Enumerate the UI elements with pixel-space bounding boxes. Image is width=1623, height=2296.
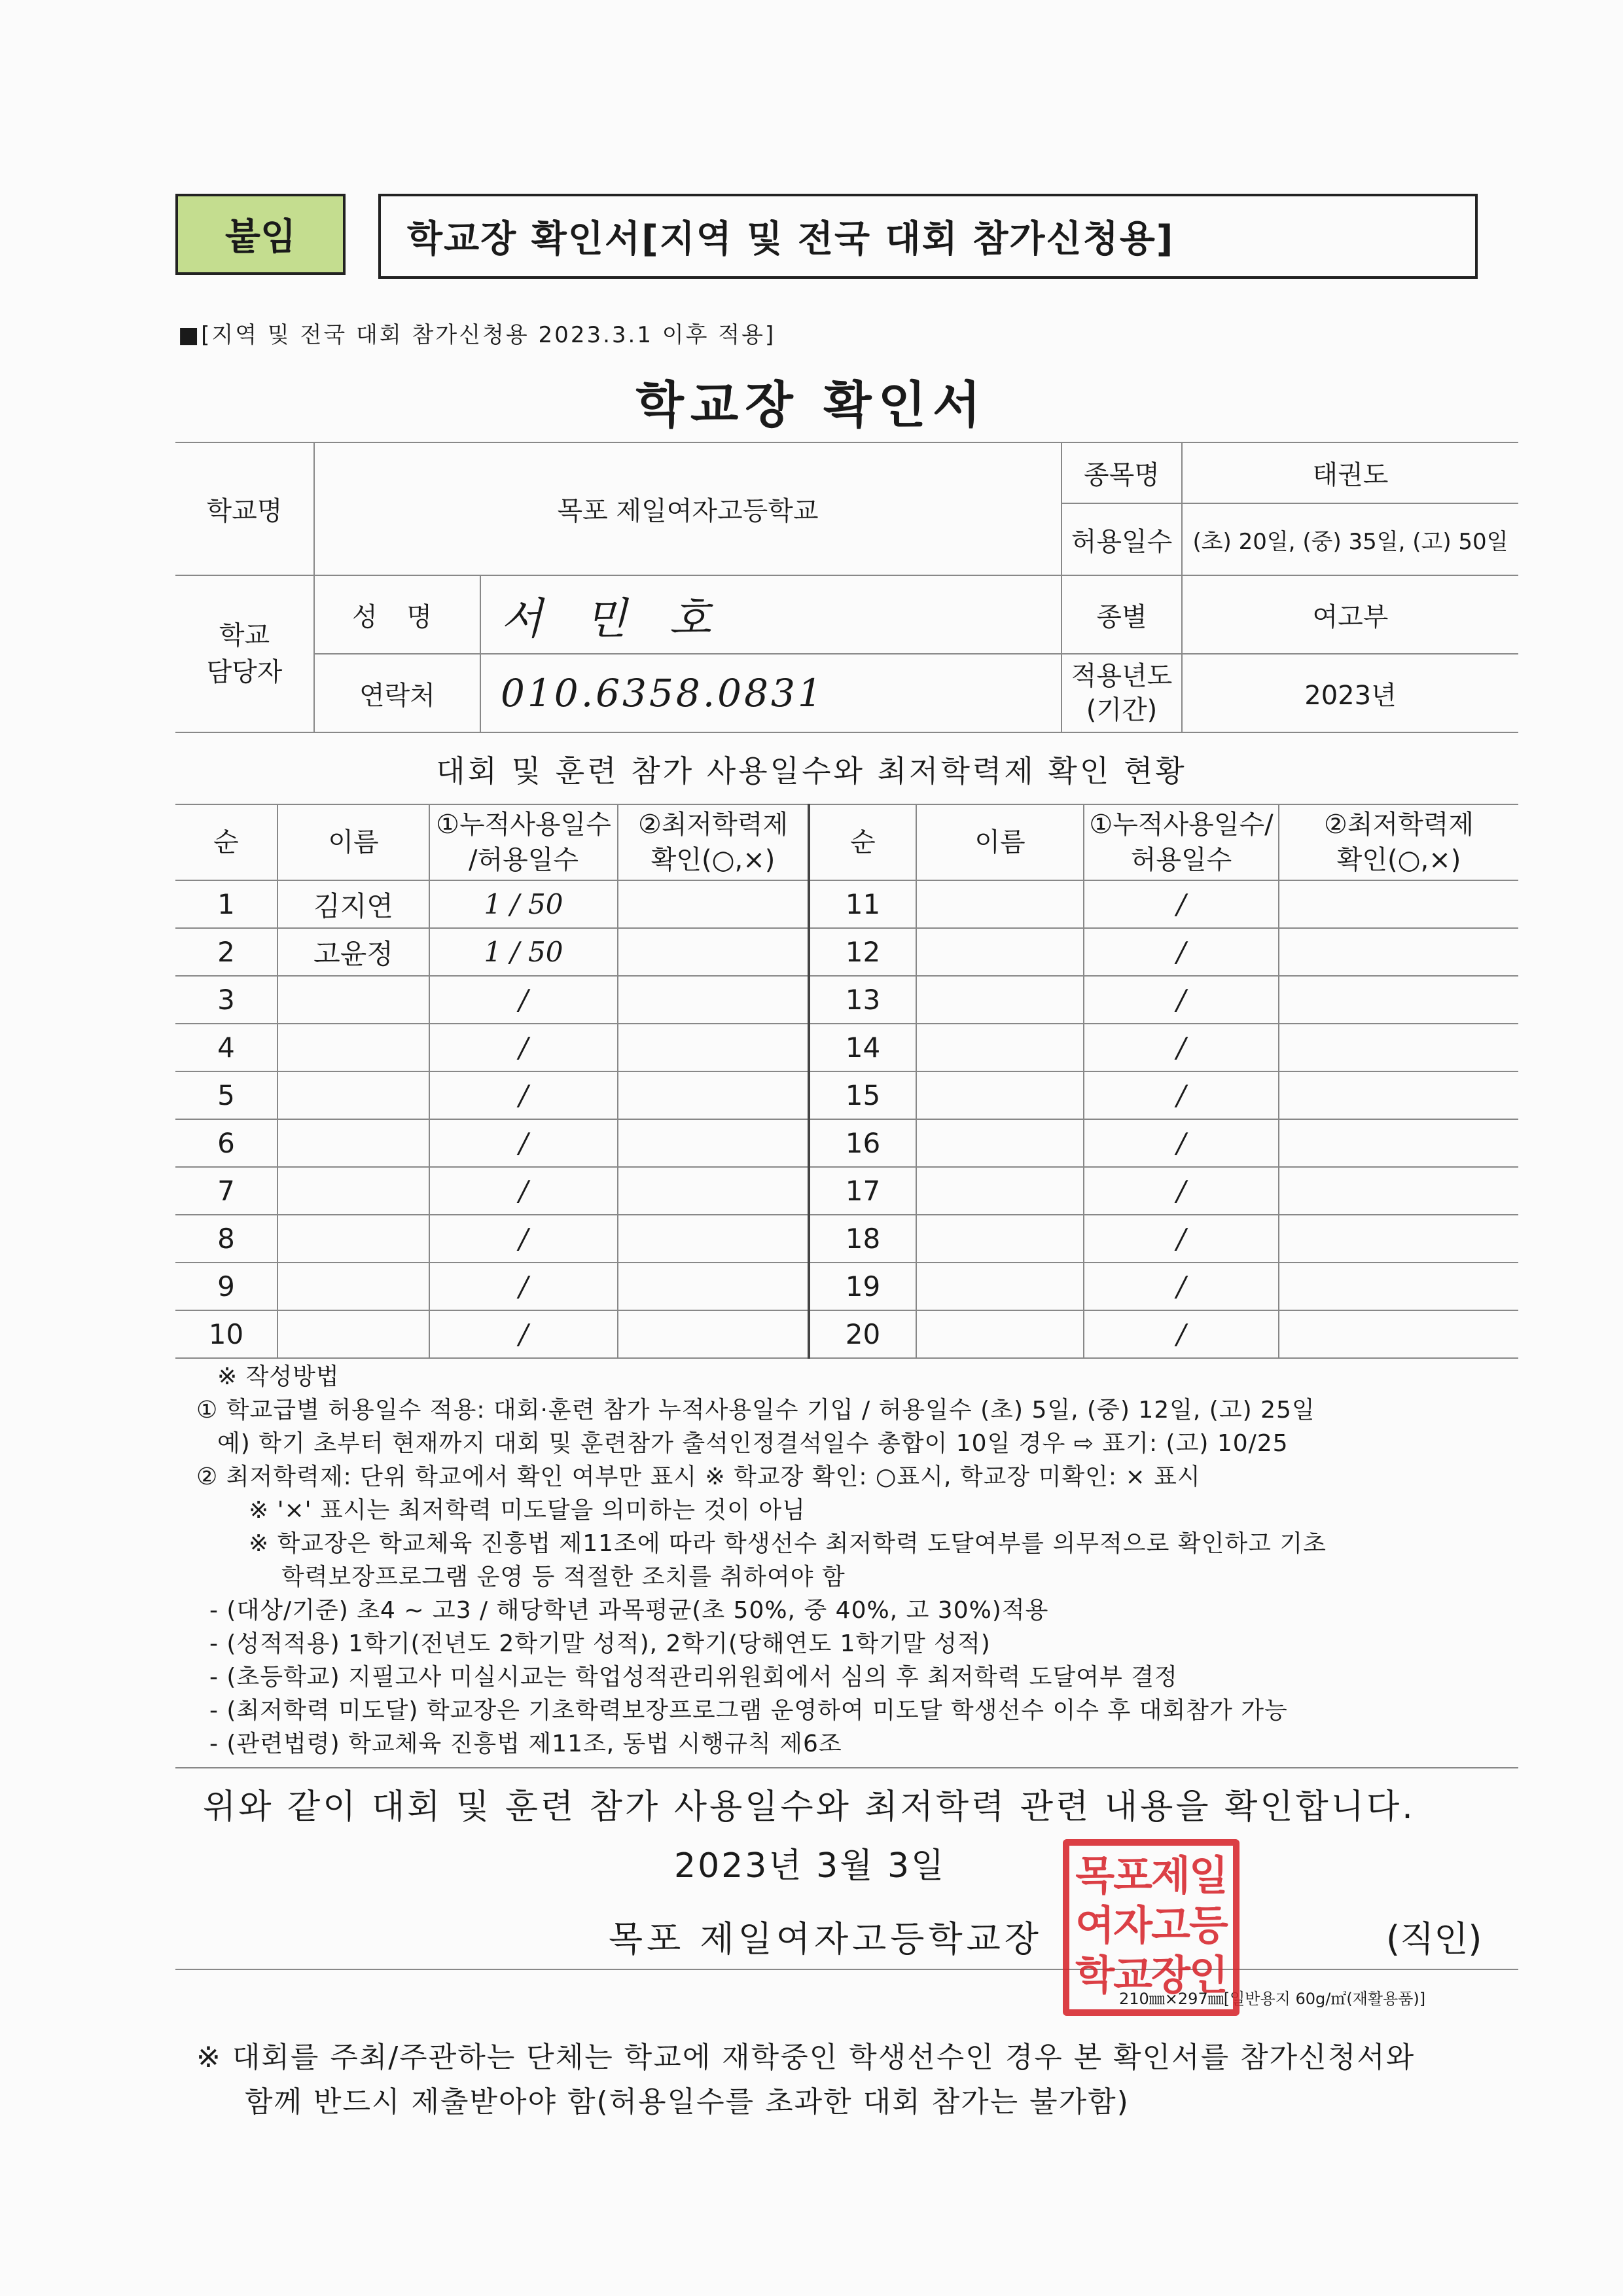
col-days-right: ①누적사용일수/ 허용일수 [1084,804,1279,880]
row-days-right: / [1084,1263,1279,1310]
row-min-academic-right [1279,976,1518,1024]
table-row [175,976,1518,1024]
row-days-right: / [1084,1024,1279,1071]
row-min-academic [618,1215,809,1263]
row-days: / [429,1310,618,1358]
row-name-right [916,976,1084,1024]
row-no: 9 [175,1263,277,1310]
form-version-note: ■[지역 및 전국 대회 참가신청용 2023.3.1 이후 적용] [178,322,776,348]
row-days: / [429,1024,618,1071]
row-days-right: / [1084,1215,1279,1263]
footnote-line: 함께 반드시 제출받아야 함(허용일수를 초과한 대회 참가는 불가함) [245,2085,1130,2119]
table-row [175,1215,1518,1263]
principal-name: 목포 제일여자고등학교장 [609,1918,1043,1960]
row-min-academic-right [1279,1263,1518,1310]
sport-label: 종목명 [1061,442,1182,503]
contact-number: 010.6358.0831 [480,654,1061,732]
row-name-right [916,1119,1084,1167]
category-value: 여고부 [1182,575,1518,654]
manager-label: 학교 담당자 [175,575,314,732]
year-value: 2023년 [1182,654,1518,732]
row-min-academic [618,1071,809,1119]
row-no: 3 [175,976,277,1024]
school-name-label: 학교명 [175,442,314,575]
row-days: 1 / 50 [429,928,618,976]
row-days: / [429,976,618,1024]
official-seal-stamp: 목포제일 여자고등 학교장인 [1063,1839,1240,2016]
row-no: 4 [175,1024,277,1071]
row-name-right [916,880,1084,928]
participation-table [175,804,1518,1359]
note-line: ※ 작성방법 [217,1363,340,1390]
row-days: / [429,1215,618,1263]
table-row [175,1310,1518,1358]
school-info-table [175,442,1518,733]
note-line: ※ '×' 표시는 최저학력 미도달을 의미하는 것이 아님 [249,1497,806,1524]
row-no: 5 [175,1071,277,1119]
row-min-academic-right [1279,1024,1518,1071]
row-name [277,1167,429,1215]
row-name-right [916,928,1084,976]
note-line: 예) 학기 초부터 현재까지 대회 및 훈련참가 출석인정결석일수 총합이 10일 경우 ⇨ 표기: (고) 10/25 [217,1430,1289,1457]
row-name [277,1071,429,1119]
row-name: 김지연 [277,880,429,928]
row-name [277,1263,429,1310]
col-days: ①누적사용일수 /허용일수 [429,804,618,880]
table-row [175,1167,1518,1215]
row-days: / [429,1071,618,1119]
row-min-academic-right [1279,880,1518,928]
col-name-right: 이름 [916,804,1084,880]
sport-value: 태권도 [1182,442,1518,503]
table-row [175,928,1518,976]
manager-name-label: 성 명 [314,575,480,654]
table-row [175,1263,1518,1310]
row-name-right [916,1071,1084,1119]
row-no: 2 [175,928,277,976]
row-min-academic [618,1310,809,1358]
note-line: - (초등학교) 지필고사 미실시교는 학업성적관리위원회에서 심의 후 최저학력 도달여부 결정 [209,1664,1178,1691]
col-name: 이름 [277,804,429,880]
row-min-academic [618,1167,809,1215]
row-days-right: / [1084,1167,1279,1215]
row-name [277,1119,429,1167]
row-min-academic-right [1279,928,1518,976]
row-name-right [916,1263,1084,1310]
row-min-academic-right [1279,1215,1518,1263]
school-name: 목포 제일여자고등학교 [314,442,1061,575]
row-days-right: / [1084,1071,1279,1119]
row-min-academic [618,880,809,928]
row-no-right: 18 [809,1215,916,1263]
row-days: / [429,1263,618,1310]
confirmation-text: 위와 같이 대회 및 훈련 참가 사용일수와 최저학력 관련 내용을 확인합니다. [203,1787,1416,1827]
note-line: ② 최저학력제: 단위 학교에서 확인 여부만 표시 ※ 학교장 확인: ○표시, 학교장 미확인: × 표시 [196,1463,1201,1490]
table-row [175,1119,1518,1167]
row-no: 1 [175,880,277,928]
row-days: / [429,1167,618,1215]
issue-date: 2023년 3월 3일 [674,1846,946,1886]
allowed-days-value: (초) 20일, (중) 35일, (고) 50일 [1182,503,1518,575]
row-name [277,1215,429,1263]
row-no-right: 20 [809,1310,916,1358]
writing-instructions [196,1360,1531,1761]
col-no-right: 순 [809,804,916,880]
col-min-academic: ②최저학력제 확인(○,×) [618,804,809,880]
row-days-right: / [1084,880,1279,928]
row-min-academic [618,1263,809,1310]
row-name-right [916,1310,1084,1358]
allowed-days-label: 허용일수 [1061,503,1182,575]
row-no-right: 11 [809,880,916,928]
section-title: 대회 및 훈련 참가 사용일수와 최저학력제 확인 현황 [436,753,1187,789]
table-row [175,1071,1518,1119]
row-days-right: / [1084,928,1279,976]
footnote-line: ※ 대회를 주최/주관하는 단체는 학교에 재학중인 학생선수인 경우 본 확인서를 참가신청서와 [196,2041,1416,2074]
document-title: 학교장 확인서 [635,376,988,434]
col-no: 순 [175,804,277,880]
note-line: ① 학교급별 허용일수 적용: 대회·훈련 참가 누적사용일수 기입 / 허용일수 (초) 5일, (중) 12일, (고) 25일 [196,1397,1315,1424]
table-row [175,880,1518,928]
row-min-academic [618,976,809,1024]
row-no-right: 12 [809,928,916,976]
row-name-right [916,1215,1084,1263]
col-min-academic-right: ②최저학력제 확인(○,×) [1279,804,1518,880]
note-line: ※ 학교장은 학교체육 진흥법 제11조에 따라 학생선수 최저학력 도달여부를 의무적으로 확인하고 기초 [249,1530,1327,1557]
paper-spec: 210㎜×297㎜[일반용지 60g/㎡(재활용품)] [1119,1990,1426,2008]
row-days: / [429,1119,618,1167]
row-name [277,976,429,1024]
note-line: 학력보장프로그램 운영 등 적절한 조치를 취하여야 함 [281,1564,846,1590]
row-min-academic-right [1279,1071,1518,1119]
row-no-right: 14 [809,1024,916,1071]
row-no: 6 [175,1119,277,1167]
row-no-right: 19 [809,1263,916,1310]
row-no: 7 [175,1167,277,1215]
note-line: - (최저학력 미도달) 학교장은 기초학력보장프로그램 운영하여 미도달 학생선수 이수 후 대회참가 가능 [209,1697,1288,1724]
row-name [277,1024,429,1071]
row-no-right: 13 [809,976,916,1024]
table-row [175,1024,1518,1071]
divider [175,1767,1518,1768]
note-line: - (성적적용) 1학기(전년도 2학기말 성적), 2학기(당해연도 1학기말 성적) [209,1630,991,1657]
row-days-right: / [1084,976,1279,1024]
row-name [277,1310,429,1358]
row-no-right: 15 [809,1071,916,1119]
row-no-right: 17 [809,1167,916,1215]
row-name-right [916,1024,1084,1071]
row-name-right [916,1167,1084,1215]
note-line: - (대상/기준) 초4 ~ 고3 / 해당학년 과목평균(초 50%, 중 40%, 고 30%)적용 [209,1597,1049,1624]
manager-name: 서 민 호 [480,575,1061,654]
row-min-academic-right [1279,1310,1518,1358]
seal-label: (직인) [1386,1918,1482,1960]
row-no: 10 [175,1310,277,1358]
category-label: 종별 [1061,575,1182,654]
row-days-right: / [1084,1119,1279,1167]
attachment-tag: 붙임 [175,194,346,275]
row-min-academic-right [1279,1167,1518,1215]
submission-footnote [196,2036,1415,2125]
row-days-right: / [1084,1310,1279,1358]
year-label: 적용년도 (기간) [1061,654,1182,732]
row-min-academic [618,928,809,976]
divider [175,1969,1518,1970]
row-no-right: 16 [809,1119,916,1167]
header-title: 학교장 확인서[지역 및 전국 대회 참가신청용] [378,194,1478,279]
contact-label: 연락처 [314,654,480,732]
note-line: - (관련법령) 학교체육 진흥법 제11조, 동법 시행규칙 제6조 [209,1731,842,1757]
row-min-academic-right [1279,1119,1518,1167]
row-min-academic [618,1119,809,1167]
row-no: 8 [175,1215,277,1263]
row-days: 1 / 50 [429,880,618,928]
row-min-academic [618,1024,809,1071]
row-name: 고윤정 [277,928,429,976]
